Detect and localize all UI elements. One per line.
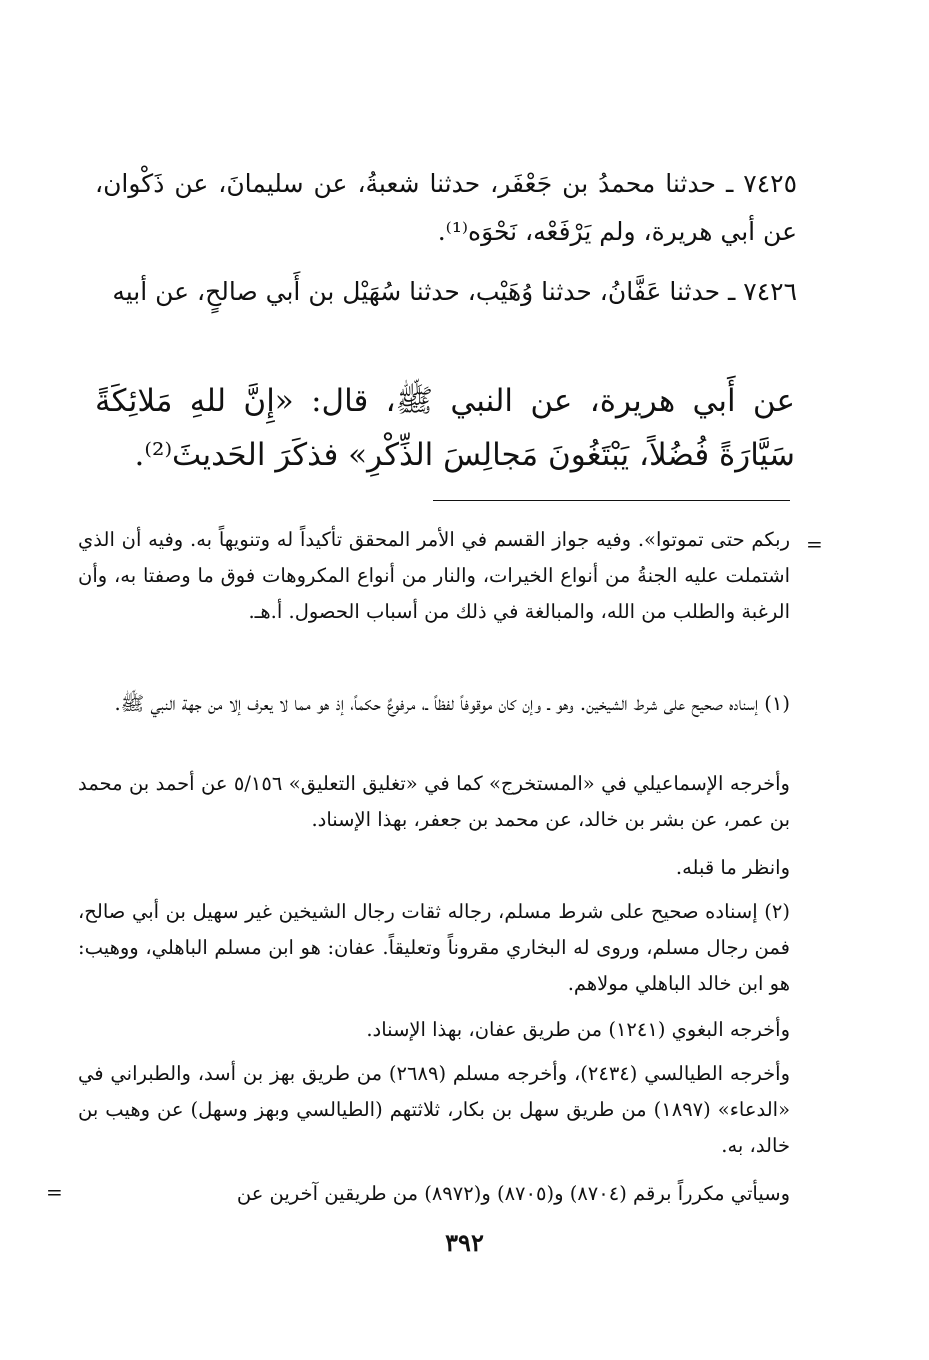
footnote-2: (٢) إسناده صحيح على شرط مسلم، رجاله ثقات رجال الشيخين غير سهيل بن أبي صالح، فمن رجال مسلم، وروى له البخاري مقروناً وتعليقاً. عفان: هو ابن مسلم الباهلي، ووهيب: هو ابن خالد الباهلي مولاهم. — [78, 900, 790, 996]
footnote-continued: ربكم حتى تموتوا». وفيه جواز القسم في الأمر المحقق تأكيداً له وتنويهاً به. وفيه أن الذي اشتملت عليه الجنةُ من أنواع الخيرات، والنار من أنواع المكروهات فوق ما وصفتا به، وأن الرغبة والطلب من الله، والمبالغة في ذلك من أسباب الحصول. أ.هـ. — [78, 528, 790, 624]
continuation-marker-top: = — [806, 532, 823, 556]
footnote-1-takhrij: وأخرجه الإسماعيلي في «المستخرج» كما في «تغليق التعليق» ٥/١٥٦ عن أحمد بن محمد بن عمر، عن بشر بن خالد، عن محمد بن جعفر، بهذا الإسناد. — [78, 772, 790, 832]
footnote-separator — [433, 500, 790, 501]
footnote-1: (١) إسناده صحيح على شرط الشيخين. وهو ـ وإن كان موقوفاً لفظاً ـ، مرفوعٌ حكماً، إذ هو مما لا يعرف إلا من جهة النبي ﷺ. — [114, 692, 790, 715]
page-number: ٣٩٢ — [445, 1228, 484, 1257]
hadith-7425: ٧٤٢٥ ـ حدثنا محمدُ بن جَعْفَر، حدثنا شعبةُ، عن سليمانَ، عن ذَكْوان، عن أبي هريرة، ولم يَرْفَعْه، نَحْوَه⁽¹⁾. — [95, 169, 797, 246]
footnote-2-baghawi: وأخرجه البغوي (١٢٤١) من طريق عفان، بهذا الإسناد. — [366, 1018, 790, 1041]
hadith-text: عن أَبي هريرة، عن النبي ﷺ، قال: «إِنَّ للهِ مَلائِكَةً سَيَّارَةً فُضُلاً، يَبْتَغُونَ مَجالِسَ الذِّكْرِ» فذكَرَ الحَديثَ⁽²⁾. — [95, 383, 795, 474]
footnote-2-takhrij: وأخرجه الطيالسي (٢٤٣٤)، وأخرجه مسلم (٢٦٨٩) من طريق بهز بن أسد، والطبراني في «الدعاء» (١٨٩٧) من طريق سهل بن بكار، ثلاثتهم (الطيالسي وبهز وسهل) عن وهيب بن خالد، به. — [78, 1062, 791, 1158]
continuation-marker-bottom: = — [46, 1180, 63, 1204]
footnote-1-see-also: وانظر ما قبله. — [675, 856, 790, 879]
hadith-7426-chain: ٧٤٢٦ ـ حدثنا عَفَّانُ، حدثنا وُهَيْب، حدثنا سُهَيْل بن أَبي صالحٍ، عن أبيه — [112, 277, 797, 306]
footnote-2-cross-ref: وسيأتي مكرراً برقم (٨٧٠٤) و(٨٧٠٥) و(٨٩٧٢) من طريقين آخرين عن — [236, 1182, 790, 1205]
